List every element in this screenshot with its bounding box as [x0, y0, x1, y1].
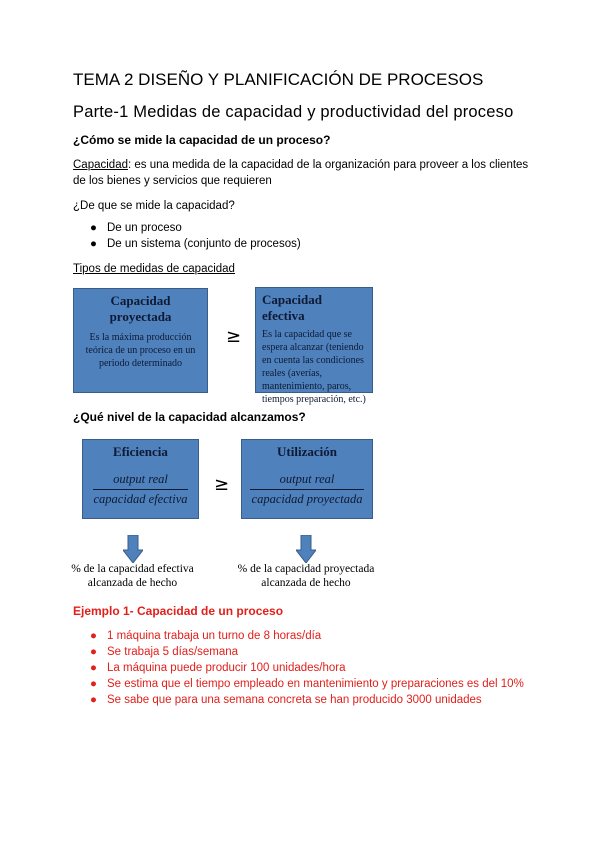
denominator: capacidad proyectada: [251, 492, 363, 506]
greater-equal-symbol: ≥: [226, 326, 242, 347]
definition-text: : es una medida de la capacidad de la organización para proveer a los clientes de los bienes y servicios que requieren: [73, 159, 529, 187]
denominator: capacidad efectiva: [93, 492, 188, 506]
fraction-line: [250, 489, 364, 490]
box-title: Eficiencia: [113, 444, 168, 459]
question-how-measured: ¿Cómo se mide la capacidad de un proceso?: [73, 133, 331, 147]
down-arrow-icon: [123, 535, 143, 563]
box-title: Capacidad efectiva: [262, 292, 322, 323]
list-item: ● De un sistema (conjunto de procesos): [90, 238, 301, 250]
measure-list: [73, 220, 301, 252]
section-title: Parte-1 Medidas de capacidad y productividad del proceso: [73, 103, 514, 121]
list-item: ● Se trabaja 5 días/semana: [90, 646, 239, 658]
numerator: output real: [113, 472, 168, 486]
box-eficiencia: [82, 439, 199, 519]
question-what-measured: ¿De que se mide la capacidad?: [73, 200, 235, 212]
capacity-definition: [73, 157, 543, 189]
box-title: Capacidad proyectada: [109, 293, 172, 324]
box-utilizacion: [241, 439, 373, 519]
down-arrow-icon: [296, 535, 316, 563]
box-body: Es la capacidad que se espera alcanzar (teniendo en cuenta las condiciones reales (averías, mantenimiento, paros, tiempos preparación, etc.): [262, 329, 366, 405]
example-title: Ejemplo 1- Capacidad de un proceso: [73, 604, 284, 618]
box-body: Es la máxima producción teórica de un proceso en un periodo determinado: [85, 332, 196, 369]
fraction-line: [93, 489, 188, 490]
list-item: ● Se estima que el tiempo empleado en mantenimiento y preparaciones es del 10%: [90, 678, 524, 690]
definition-term: Capacidad: [73, 159, 128, 171]
list-item: ● La máquina puede producir 100 unidades/hora: [90, 662, 346, 674]
box-title: Utilización: [277, 444, 337, 459]
question-level: ¿Qué nivel de la capacidad alcanzamos?: [73, 410, 306, 424]
caption-utilizacion: % de la capacidad proyectada alcanzada de hecho: [237, 563, 375, 589]
types-heading: Tipos de medidas de capacidad: [73, 263, 235, 275]
example-list: [73, 628, 524, 708]
list-item: ● Se sabe que para una semana concreta se han producido 3000 unidades: [90, 694, 482, 706]
caption-eficiencia: % de la capacidad efectiva alcanzada de hecho: [71, 563, 194, 589]
greater-equal-symbol-2: ≥: [214, 474, 230, 495]
box-capacidad-proyectada: [73, 288, 208, 393]
numerator: output real: [279, 472, 335, 486]
box-capacidad-efectiva: [255, 287, 373, 405]
document-title: TEMA 2 DISEÑO Y PLANIFICACIÓN DE PROCESOS: [73, 70, 484, 89]
list-item: ● De un proceso: [90, 222, 182, 234]
list-item: ● 1 máquina trabaja un turno de 8 horas/día: [90, 630, 322, 642]
